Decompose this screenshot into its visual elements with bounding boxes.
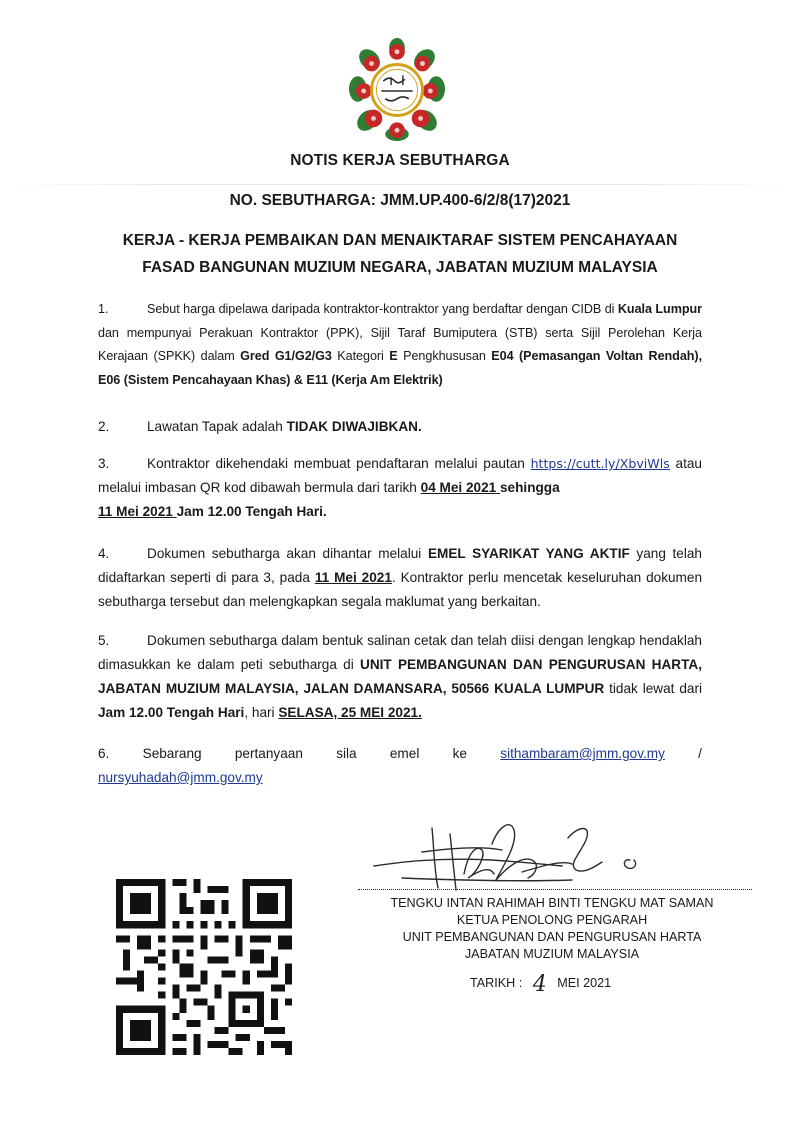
paragraph-6-line-2 (98, 766, 702, 790)
date-day-handwritten: 4 (532, 972, 547, 997)
paragraph-text: Sebut harga dipelawa daripada kontraktor-kontraktor yang berdaftar dengan CIDB di (147, 302, 618, 316)
quotation-reference-number: NO. SEBUTHARGA: JMM.UP.400-6/2/8(17)2021 (229, 192, 571, 209)
paragraph-number: 5. (98, 633, 110, 648)
paragraph-word: ke (452, 746, 467, 761)
signatory-position: KETUA PENOLONG PENGARAH (456, 913, 648, 927)
bold-text: EMEL SYARIKAT YANG AKTIF (427, 546, 630, 561)
signature-date (470, 972, 611, 997)
date-month-year: MEI 2021 (557, 976, 612, 990)
paragraph-6 (98, 742, 702, 790)
paragraph-text: . Kontraktor perlu mencetak keseluruhan dokumen sebutharga tersebut dan melengkapkan segala maklumat yang berkaitan. (98, 570, 703, 609)
bold-text: TIDAK DIWAJIBKAN. (286, 419, 422, 434)
paragraph-text: Dokumen sebutharga akan dihantar melalui (147, 546, 428, 561)
paragraph-text: yang telah didaftarkan seperti di para 3, pada (98, 546, 702, 585)
paragraph-number: 1. (98, 302, 109, 316)
paragraph-text: tidak lewat dari (604, 681, 702, 696)
bold-text: Gred G1/G2/G3 (240, 349, 332, 363)
closing-date: SELASA, 25 MEI 2021. (278, 705, 422, 720)
end-date: 11 Mei 2021 (98, 504, 177, 519)
bold-text: sehingga (500, 480, 560, 495)
paragraph-5 (98, 629, 702, 725)
paragraph-word: sila (336, 746, 357, 761)
paragraph-word: pertanyaan (234, 746, 303, 761)
paragraph-text: dan mempunyai Perakuan Kontraktor (PPK), Sijil Taraf Bumiputera (STB) serta Sijil Perolehan Kerja Kerajaan (SPKK) dalam (98, 325, 702, 363)
work-title (100, 227, 700, 281)
work-title-line-2: FASAD BANGUNAN MUZIUM NEGARA, JABATAN MUZIUM MALAYSIA (142, 259, 658, 276)
paragraph-6-line-1 (98, 742, 702, 766)
registration-link[interactable]: https://cutt.ly/XbviWls (530, 456, 670, 471)
qr-code-icon[interactable] (116, 879, 292, 1055)
paragraph-text: , hari (244, 705, 279, 720)
bold-text: E04 (Pemasangan Voltan Rendah), E06 (Sistem Pencahayaan Khas) & E11 (Kerja Am Elektrik) (98, 349, 703, 387)
paragraph-text: Kontraktor dikehendaki membuat pendaftaran melalui pautan (147, 456, 531, 471)
header-divider (0, 184, 800, 185)
email-link-sithambaram[interactable]: sithambaram@jmm.gov.my (500, 746, 665, 761)
paragraph-number: 2. (98, 419, 110, 434)
bold-text: Kuala Lumpur (617, 302, 702, 316)
paragraph-text: Pengkhususan (397, 349, 492, 363)
paragraph-word: Sebarang (142, 746, 202, 761)
email-separator: / (698, 746, 702, 761)
signature-line (358, 889, 752, 890)
paragraph-text: Kategori (331, 349, 390, 363)
paragraph-number: 4. (98, 546, 110, 561)
paragraph-text: atau melalui imbasan QR kod dibawah bermula dari tarikh (98, 456, 702, 495)
paragraph-number: 3. (98, 456, 110, 471)
date-label: TARIKH : (470, 976, 523, 990)
signatory-name: TENGKU INTAN RAHIMAH BINTI TENGKU MAT SAMAN (390, 896, 714, 910)
paragraph-word: emel (389, 746, 420, 761)
paragraph-3 (98, 452, 702, 524)
document-send-date: 11 Mei 2021 (314, 570, 392, 585)
start-date: 04 Mei 2021 (420, 480, 500, 495)
signatory-unit: UNIT PEMBANGUNAN DAN PENGURUSAN HARTA (402, 930, 702, 944)
paragraph-4 (98, 542, 702, 614)
notice-title: NOTIS KERJA SEBUTHARGA (290, 152, 510, 169)
bold-text: E (389, 349, 398, 363)
jabatan-muzium-malaysia-crest-icon (348, 38, 446, 142)
bold-text: UNIT PEMBANGUNAN DAN PENGURUSAN HARTA, JABATAN MUZIUM MALAYSIA, JALAN DAMANSARA, 50566 KUALA LUMPUR (98, 657, 702, 696)
paragraph-text: Dokumen sebutharga dalam bentuk salinan cetak dan telah diisi dengan lengkap hendaklah dimasukkan ke dalam peti sebutharga di (98, 633, 702, 672)
signatory-block (352, 895, 752, 963)
paragraph-2 (98, 415, 702, 439)
bold-text: Jam 12.00 Tengah Hari (98, 705, 245, 720)
paragraph-1 (98, 298, 702, 392)
email-link-nursyuhadah[interactable]: nursyuhadah@jmm.gov.my (98, 770, 263, 785)
work-title-line-1: KERJA - KERJA PEMBAIKAN DAN MENAIKTARAF SISTEM PENCAHAYAAN (122, 232, 678, 249)
bold-text: Jam 12.00 Tengah Hari. (176, 504, 327, 519)
signatory-department: JABATAN MUZIUM MALAYSIA (464, 947, 640, 961)
paragraph-text: Lawatan Tapak adalah (147, 419, 287, 434)
paragraph-number: 6. (98, 746, 110, 761)
